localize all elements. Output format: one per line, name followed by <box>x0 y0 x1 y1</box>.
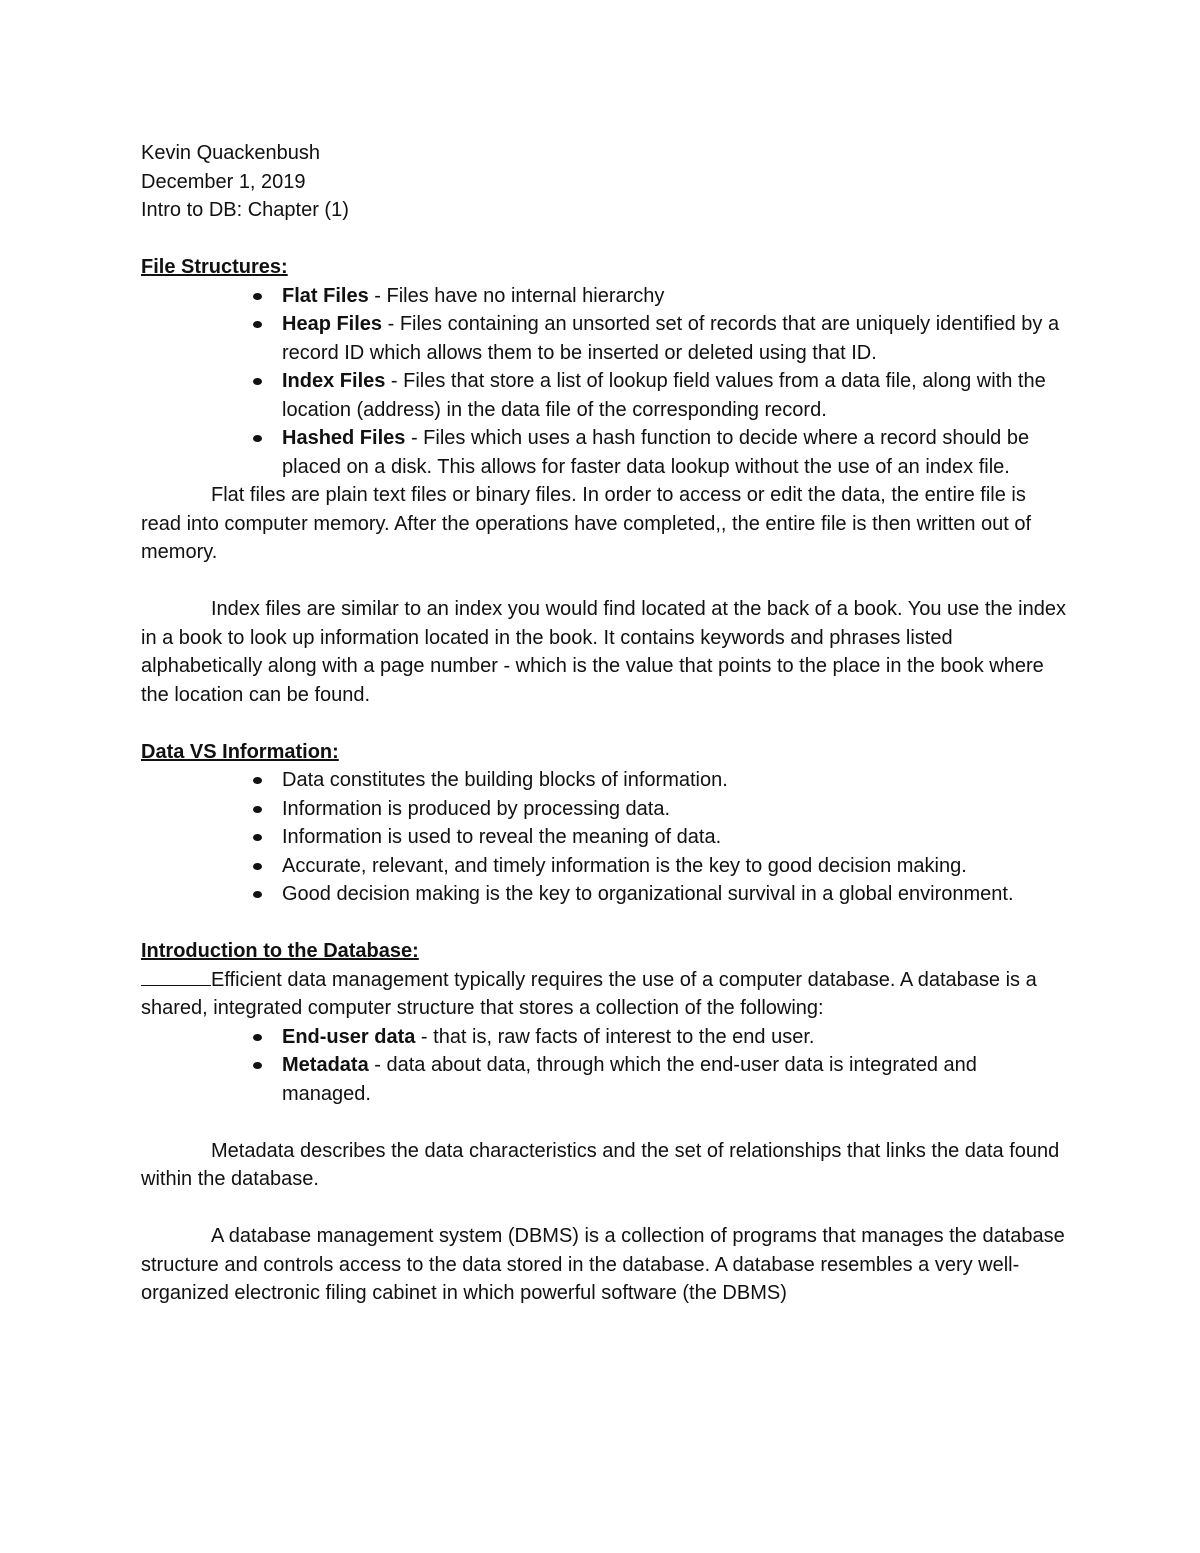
document-date: December 1, 2019 <box>141 170 306 193</box>
data-vs-information-list <box>141 766 1066 909</box>
bullet-icon <box>253 891 262 898</box>
list-item: Metadata - data about data, through which the end-user data is integrated and managed. <box>282 1051 1066 1108</box>
list-item: Data constitutes the building blocks of information. <box>282 766 1066 795</box>
fill-blank-line <box>141 967 211 986</box>
paragraph-flat-files: Flat files are plain text files or binary files. In order to access or edit the data, the entire file is read into computer memory. After the operations have completed,, the entire file is then written out of memory. <box>141 484 1032 563</box>
paragraph-metadata: Metadata describes the data characteristics and the set of relationships that links the data found within the database. <box>141 1139 1060 1190</box>
list-item: Heap Files - Files containing an unsorted set of records that are uniquely identified by a record ID which allows them to be inserted or deleted using that ID. <box>282 310 1066 367</box>
file-structures-list <box>141 282 1066 482</box>
document-page <box>141 139 1066 1308</box>
section-heading-intro-database: Introduction to the Database: <box>141 940 419 962</box>
list-item: Information is used to reveal the meaning of data. <box>282 823 1066 852</box>
bullet-icon <box>253 378 262 385</box>
section-heading-data-vs-information: Data VS Information: <box>141 740 339 763</box>
list-item: Hashed Files - Files which uses a hash function to decide where a record should be placed on a disk. This allows for faster data lookup without the use of an index file. <box>282 424 1066 481</box>
paragraph-dbms: A database management system (DBMS) is a collection of programs that manages the database structure and controls access to the data stored in the database. A database resembles a very well-organized electronic filing cabinet in which powerful software (the DBMS) <box>141 1225 1065 1304</box>
bullet-icon <box>253 1062 262 1069</box>
bullet-icon <box>253 435 262 442</box>
bullet-icon <box>253 863 262 870</box>
list-item: Good decision making is the key to organizational survival in a global environment. <box>282 880 1066 909</box>
bullet-icon <box>253 834 262 841</box>
section-heading-file-structures: File Structures: <box>141 256 288 278</box>
list-item: Information is produced by processing data. <box>282 795 1066 824</box>
list-item: Index Files - Files that store a list of lookup field values from a data file, along with the location (address) in the data file of the corresponding record. <box>282 367 1066 424</box>
list-item: Accurate, relevant, and timely information is the key to good decision making. <box>282 852 1066 881</box>
bullet-icon <box>253 777 262 784</box>
bullet-icon <box>253 321 262 328</box>
bullet-icon <box>253 806 262 813</box>
list-item: Flat Files - Files have no internal hierarchy <box>282 282 1066 311</box>
bullet-icon <box>253 1034 262 1041</box>
course-title: Intro to DB: Chapter (1) <box>141 199 349 221</box>
author-name: Kevin Quackenbush <box>141 142 321 164</box>
bullet-icon <box>253 293 262 300</box>
list-item: End-user data - that is, raw facts of interest to the end user. <box>282 1023 1066 1052</box>
paragraph-index-files: Index files are similar to an index you would find located at the back of a book. You use the index in a book to look up information located in the book. It contains keywords and phrases listed alphabetically along with a page number - which is the value that points to the place in the book where the location can be found. <box>141 598 1066 706</box>
database-contents-list <box>141 1023 1066 1109</box>
paragraph-intro-database: Efficient data management typically requires the use of a computer database. A database is a shared, integrated computer structure that stores a collection of the following: <box>141 968 1037 1019</box>
